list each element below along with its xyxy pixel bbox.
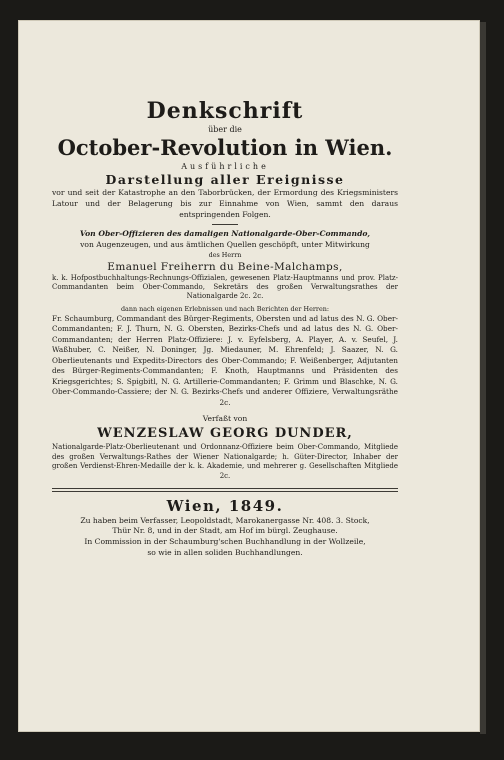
officers-line: Von Ober-Offizieren des damaligen Nationalgarde-Ober-Commando, xyxy=(79,229,371,239)
intro-text: über die xyxy=(208,125,242,134)
main-title: October-Revolution in Wien. xyxy=(57,135,393,160)
editor-titles: k. k. Hofpostbuchhaltungs-Rechnungs-Offizialen, gewesenen Platz-Hauptmanns und prov. Platz-Commandanten beim Ober-Commando, Sekretärs des großen Verwaltungsrathes der Nationalgarde 2c. 2c. xyxy=(52,273,398,300)
document-title: Denkschrift xyxy=(146,98,304,124)
publisher-line-4: so wie in allen soliden Buchhandlungen. xyxy=(147,548,303,558)
editor-name: Emanuel Freiherrn du Beine-Malchamps, xyxy=(107,260,343,273)
publisher-line-3: In Commission in der Schaumburg'schen Buchhandlung in der Wollzeile, xyxy=(84,537,366,547)
reports-intro: dann nach eigenen Erlebnissen und nach Berichten der Herren: xyxy=(120,304,330,313)
verfasst-von: Verfaßt von xyxy=(202,414,248,424)
author-titles: Nationalgarde-Platz-Oberlieutenant und Ordonnanz-Offiziere beim Ober-Commando, Mitgliede des großen Verwaltungs-Rathes der Wiener Nationalgarde; h. Güter-Director, Inhaber der großen Verdienst-Ehren-Medaille der k. k. Akademie, und mehrerer g. Gesellschaften Mitgliede 2c. xyxy=(52,443,398,481)
city-year: Wien, 1849. xyxy=(166,496,284,515)
sources-line: von Augenzeugen, und aus ämtlichen Quellen geschöpft, unter Mitwirkung xyxy=(80,240,370,250)
author-name: WENZESLAW GEORG DUNDER, xyxy=(97,426,353,442)
subtitle-text: vor und seit der Katastrophe an den Taborbrücken, der Ermordung des Kriegsministers Latour und der Belagerung bis zur Einnahme von Wien, sammt den daraus entspringenden Folgen. xyxy=(52,188,398,219)
publisher-line-2: Thür Nr. 8, und in der Stadt, am Hof im bürgl. Zeughause. xyxy=(112,526,338,536)
spaced-heading: Ausführliche xyxy=(181,162,269,171)
publisher-line-1: Zu haben beim Verfasser, Leopoldstadt, Marokanergasse Nr. 408. 3. Stock, xyxy=(80,515,370,525)
page-edge-shadow xyxy=(480,22,486,734)
des-herrn: des Herrn xyxy=(208,250,242,259)
title-page-content xyxy=(52,98,398,559)
subtitle: Darstellung aller Ereignisse xyxy=(105,172,345,187)
contributors-text: Fr. Schaumburg, Commandant des Bürger-Regiments, Obersten und ad latus des N. G. Ober-Commandanten; F. J. Thurn, N. G. Obersten, Bezirks-Chefs und ad latus des N. G. Ober-Commandanten; der Herren Platz-Offiziere: J. v. Eyfelsberg, A. Player, A. v. Seufel, J. Waßhuber, C. Neißer, N. Doninger, Jg. Miedauner, M. Ehrenfeld; J. Saazer, N. G. Oberlieutenants und Expedits-Directors des Ober-Commando; F. Weißenberger, Adjutanten des Bürger-Regiments-Commandanten; F. Knoth, Hauptmanns und Präsidenten des Kriegsgerichtes; S. Spigbitl, N. G. Artillerie-Commandanten; F. Grimm und Blaschke, N. G. Ober-Commando-Cassiere; der N. G. Bezirks-Chefs und anderer Offiziere, Verwaltungsräthe 2c. xyxy=(52,313,398,407)
